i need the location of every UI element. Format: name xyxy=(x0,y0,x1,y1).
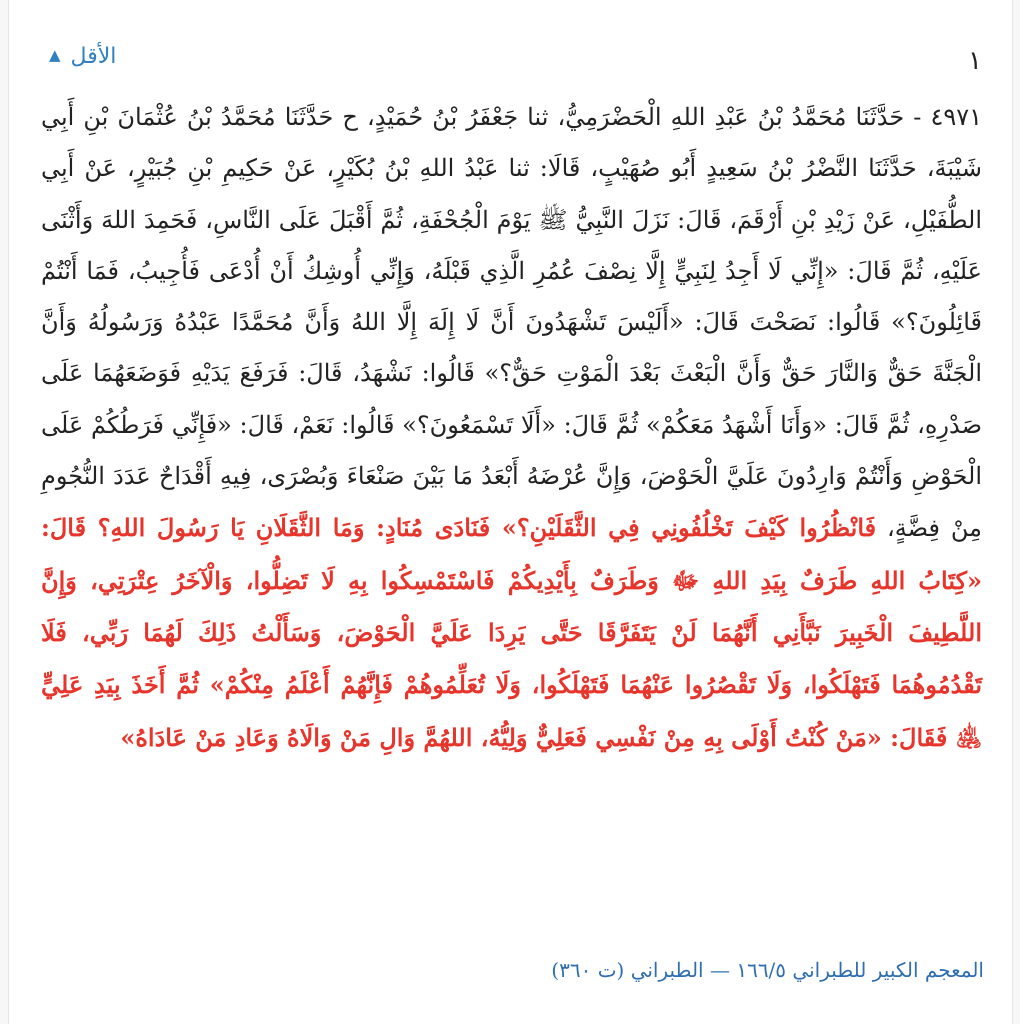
hadith-text xyxy=(41,92,982,764)
hadith-body-normal: - حَدَّثَنَا مُحَمَّدُ بْنُ عَبْدِ اللهِ الْحَضْرَمِيُّ، ثنا جَعْفَرُ بْنُ حُمَيْدٍ، ح حَدَّثَنَا مُحَمَّدُ بْنُ عُثْمَانَ بْنِ أَبِي شَيْبَةَ، حَدَّثَنَا النَّضْرُ بْنُ سَعِيدٍ أَبُو صُهَيْبٍ، قَالَا: ثنا عَبْدُ اللهِ بْنُ بُكَيْرٍ، عَنْ حَكِيمِ بْنِ جُبَيْرٍ، عَنْ أَبِي الطُّفَيْلِ، عَنْ زَيْدِ بْنِ أَرْقَمَ، قَالَ: نَزَلَ النَّبِيُّ ﷺ يَوْمَ الْجُحْفَةِ، ثُمَّ أَقْبَلَ عَلَى النَّاسِ، فَحَمِدَ اللهَ وَأَثْنَى عَلَيْهِ، ثُمَّ قَالَ: «إِنِّي لَا أَجِدُ لِنَبِيٍّ إِلَّا نِصْفَ عُمُرِ الَّذِي قَبْلَهُ، وَإِنِّي أُوشِكُ أَنْ أُدْعَى فَأُجِيبُ، فَمَا أَنْتُمْ قَائِلُونَ؟» قَالُوا: نَصَحْتَ قَالَ: «أَلَيْسَ تَشْهَدُونَ أَنَّ لَا إِلَهَ إِلَّا اللهُ وَأَنَّ مُحَمَّدًا عَبْدُهُ وَرَسُولُهُ وَأَنَّ الْجَنَّةَ حَقٌّ وَالنَّارَ حَقٌّ وَأَنَّ الْبَعْثَ بَعْدَ الْمَوْتِ حَقٌّ؟» قَالُوا: نَشْهَدُ، قَالَ: فَرَفَعَ يَدَيْهِ فَوَضَعَهُمَا عَلَى صَدْرِهِ، ثُمَّ قَالَ: «وَأَنَا أَشْهَدُ مَعَكُمْ» ثُمَّ قَالَ: «أَلَا تَسْمَعُونَ؟» قَالُوا: نَعَمْ، قَالَ: «فَإِنِّي فَرَطُكُمْ عَلَى الْحَوْضِ وَأَنْتُمْ وَارِدُونَ عَلَيَّ الْحَوْضَ، وَإِنَّ عُرْضَهُ أَبْعَدُ مَا بَيْنَ صَنْعَاءَ وَبُصْرَى، فِيهِ أَقْدَاحٌ عَدَدَ النُّجُومِ مِنْ فِضَّةٍ، xyxy=(41,103,983,543)
source-citation[interactable]: المعجم الكبير للطبراني ١٦٦/٥ — الطبراني (ت ٣٦٠) xyxy=(551,958,984,982)
collapse-toggle[interactable] xyxy=(49,44,116,69)
chevron-up-icon: ▲ xyxy=(49,45,61,64)
hadith-number: ٤٩٧١ xyxy=(930,103,982,131)
document-card xyxy=(8,0,1013,1024)
hadith-body-highlighted: فَانْظُرُوا كَيْفَ تَخْلُفُونِي فِي الثَّقَلَيْنِ؟» فَنَادَى مُنَادٍ: وَمَا الثَّقَلَانِ يَا رَسُولَ اللهِ؟ قَالَ: «كِتَابُ اللهِ طَرَفٌ بِيَدِ اللهِ ﷻ وَطَرَفٌ بِأَيْدِيكُمْ فَاسْتَمْسِكُوا بِهِ لَا تَضِلُّوا، وَالْآخَرُ عِتْرَتِي، وَإِنَّ اللَّطِيفَ الْخَبِيرَ نَبَّأَنِي أَنَّهُمَا لَنْ يَتَفَرَّقَا حَتَّى يَرِدَا عَلَيَّ الْحَوْضَ، وَسَأَلْتُ ذَلِكَ لَهُمَا رَبِّي، فَلَا تَقْدُمُوهُمَا فَتَهْلَكُوا، وَلَا تَقْصُرُوا عَنْهُمَا فَتَهْلَكُوا، وَلَا تُعَلِّمُوهُمْ فَإِنَّهُمْ أَعْلَمُ مِنْكُمْ» ثُمَّ أَخَذَ بِيَدِ عَلِيٍّ ﵁ فَقَالَ: «مَنْ كُنْتُ أَوْلَى بِهِ مِنْ نَفْسِي فَعَلِيٌّ وَلِيُّهُ، اللهُمَّ وَالِ مَنْ وَالَاهُ وَعَادِ مَنْ عَادَاهُ» xyxy=(41,513,982,752)
page-number: ١ xyxy=(968,46,982,76)
card-header xyxy=(9,36,1012,76)
collapse-label: الأقل xyxy=(70,44,117,69)
